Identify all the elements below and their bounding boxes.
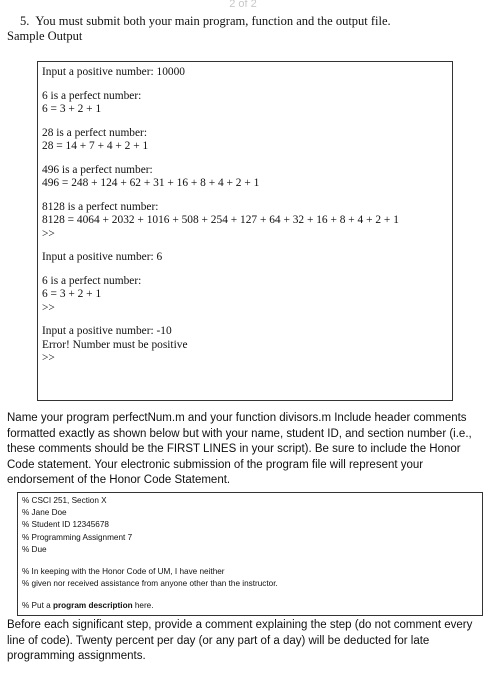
output-line: >> [42, 352, 55, 364]
output-line: Input a positive number: 6 [42, 251, 163, 263]
output-line: 6 = 3 + 2 + 1 [42, 288, 102, 300]
output-gap [42, 241, 452, 251]
header-comment-line: % In keeping with the Honor Code of UM, I have neither [22, 566, 225, 576]
output-line: 28 = 14 + 7 + 4 + 2 + 1 [42, 140, 149, 152]
header-comment-description-line: % Put a program description here. [22, 601, 154, 611]
output-gap [42, 191, 452, 201]
instruction-item-5 [20, 14, 391, 29]
output-gap [42, 265, 452, 275]
output-line: 496 = 248 + 124 + 62 + 31 + 16 + 8 + 4 + 2 + 1 [42, 177, 260, 189]
output-gap [42, 80, 452, 90]
program-description-bold: program description [52, 601, 133, 611]
item-text: You must submit both your main program, function and the output file. [35, 14, 391, 28]
header-comment-lines [22, 495, 482, 600]
header-comments-box [17, 492, 483, 616]
header-comment-line: % Due [22, 544, 47, 554]
page-header: 2 of 2 [229, 0, 257, 10]
output-line: 8128 = 4064 + 2032 + 1016 + 508 + 254 + 127 + 64 + 32 + 16 + 8 + 4 + 2 + 1 [42, 214, 399, 226]
output-line: 496 is a perfect number: [42, 163, 153, 176]
header-comment-line: % given nor received assistance from anyone other than the instructor. [22, 579, 278, 589]
output-gap [42, 117, 452, 127]
closing-paragraph: Before each significant step, provide a comment explaining the step (do not comment every line of code). Twenty percent per day (or any part of a day) will be deducted for late programming assignments. [7, 619, 473, 663]
item-number: 5. [20, 14, 30, 28]
output-line: Input a positive number: -10 [42, 325, 172, 337]
output-line: Error! Number must be positive [42, 338, 188, 351]
header-comment-gap [22, 556, 482, 566]
header-comment-line: % Programming Assignment 7 [22, 532, 133, 542]
sample-output-box [37, 61, 453, 401]
output-gap [42, 315, 452, 325]
output-line: 8128 is a perfect number: [42, 200, 159, 213]
instructions-paragraph: Name your program perfectNum.m and your function divisors.m Include header comments formatted exactly as shown below but with your name, student ID, and section number (i.e., these comments should be the FIRST LINES in your script). Be sure to include the Honor Code statement. Your electronic submission of the program file will represent your endorsement of the Honor Code Statement. [7, 412, 472, 487]
output-line: 6 is a perfect number: [42, 89, 142, 102]
header-comment-line: % Student ID 12345678 [22, 520, 109, 530]
output-line: Input a positive number: 10000 [42, 66, 185, 78]
header-comment-gap [22, 590, 482, 600]
header-comment-line: % Jane Doe [22, 508, 67, 518]
output-gap [42, 154, 452, 164]
output-line: >> [42, 227, 55, 240]
output-line: >> [42, 301, 55, 314]
header-comment-line: % CSCI 251, Section X [22, 496, 107, 505]
output-line: 6 = 3 + 2 + 1 [42, 103, 102, 115]
sample-output-label: Sample Output [7, 29, 83, 43]
output-line: 6 is a perfect number: [42, 274, 142, 287]
output-line: 28 is a perfect number: [42, 126, 148, 139]
